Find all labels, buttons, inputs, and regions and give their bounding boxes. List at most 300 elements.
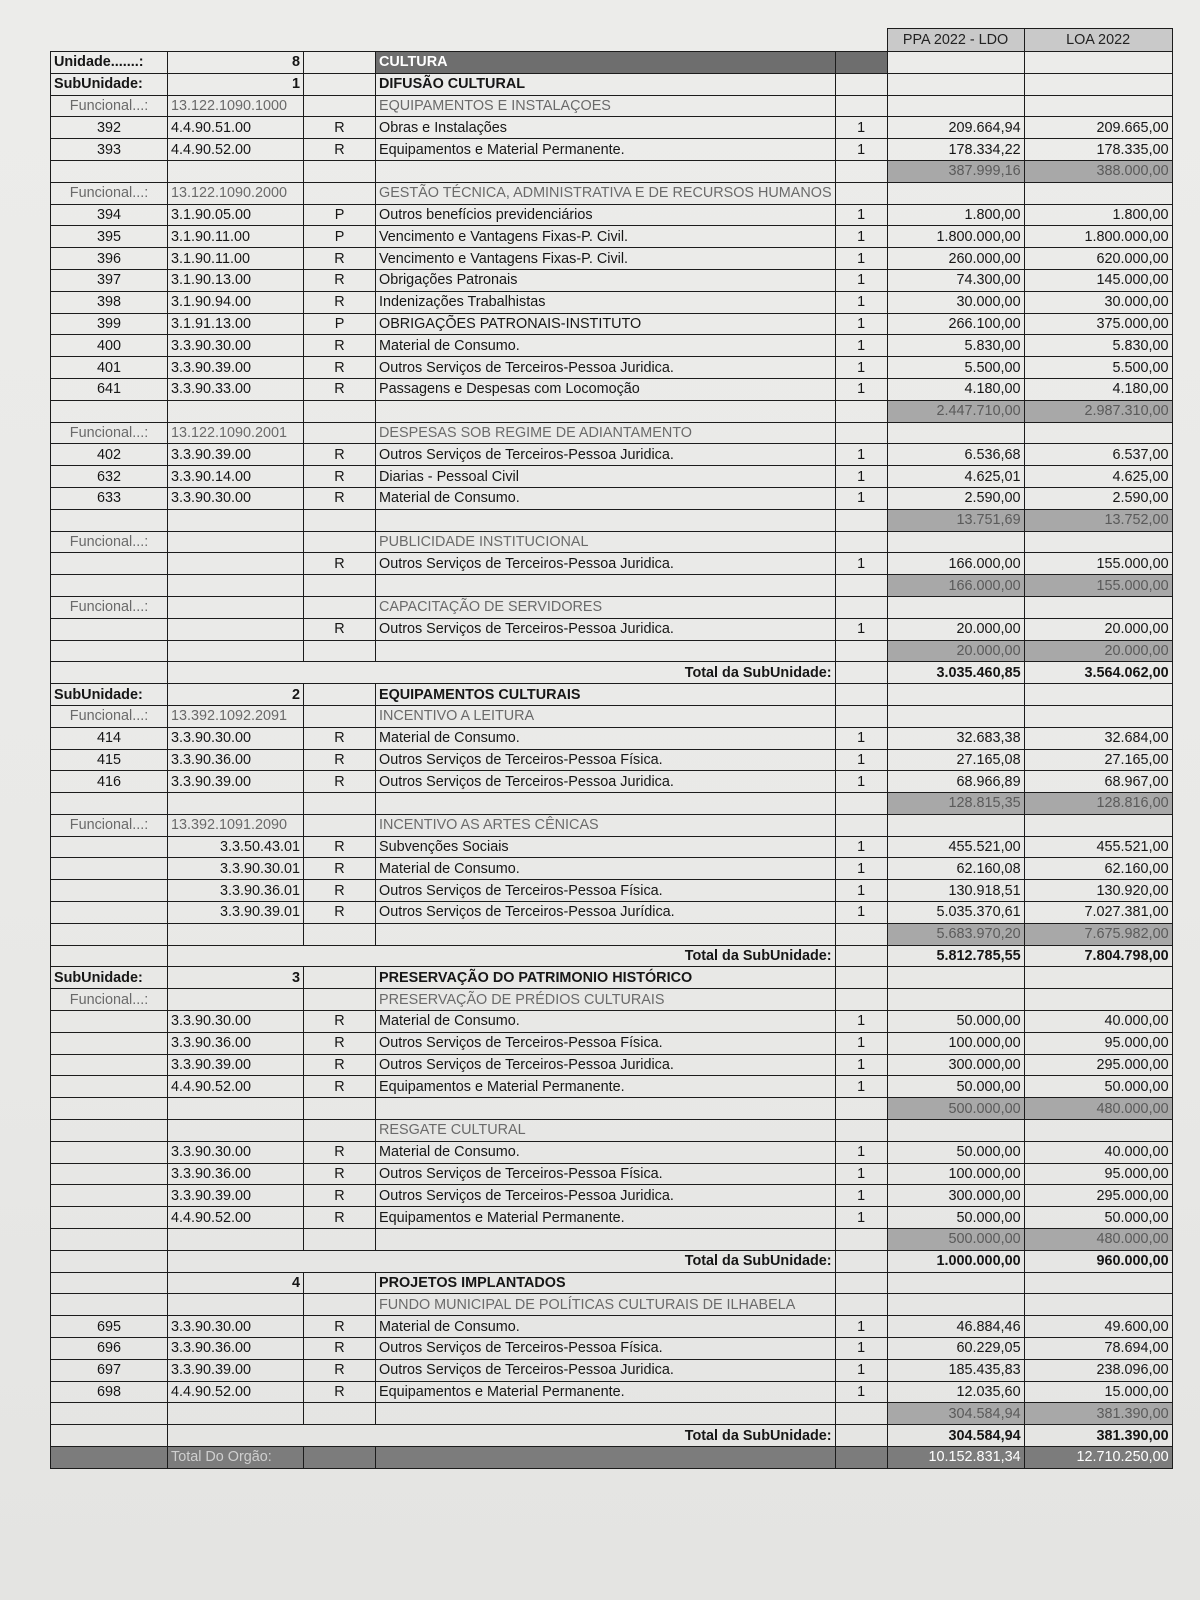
- type-cell: [304, 684, 376, 706]
- empty-cell: [304, 1229, 376, 1251]
- subtotal-row: [51, 1403, 1173, 1425]
- empty-cell: [51, 160, 168, 182]
- item-fonte: 1: [835, 466, 887, 488]
- table-row: [51, 1032, 1173, 1054]
- empty-cell: [835, 1403, 887, 1425]
- empty-cell: [51, 1098, 168, 1120]
- item-type: R: [304, 1185, 376, 1207]
- item-type: R: [304, 357, 376, 379]
- table-row: [51, 1338, 1173, 1360]
- funcional-title: INCENTIVO A LEITURA: [376, 705, 836, 727]
- empty-cell: [835, 160, 887, 182]
- item-type: R: [304, 858, 376, 880]
- item-ppa-value: 5.830,00: [887, 335, 1024, 357]
- item-description: Indenizações Trabalhistas: [376, 291, 836, 313]
- funcional-code: [168, 1294, 304, 1316]
- item-ppa-value: 4.180,00: [887, 378, 1024, 400]
- subunit-total-row: [51, 1250, 1173, 1272]
- item-loa-value: 95.000,00: [1024, 1032, 1172, 1054]
- item-type: R: [304, 139, 376, 161]
- loa-cell: [1024, 814, 1172, 836]
- item-code: 3.3.90.30.00: [168, 1011, 304, 1033]
- item-description: Equipamentos e Material Permanente.: [376, 1076, 836, 1098]
- ppa-cell: [887, 52, 1024, 74]
- table-row: [51, 618, 1173, 640]
- funcional-row: [51, 422, 1173, 444]
- item-description: Equipamentos e Material Permanente.: [376, 1207, 836, 1229]
- item-number: 632: [51, 466, 168, 488]
- item-type: R: [304, 117, 376, 139]
- item-ppa-value: 4.625,01: [887, 466, 1024, 488]
- item-ppa-value: 5.035.370,61: [887, 902, 1024, 924]
- item-type: R: [304, 553, 376, 575]
- loa-cell: [1024, 422, 1172, 444]
- item-type: R: [304, 291, 376, 313]
- item-code: 3.3.90.30.00: [168, 727, 304, 749]
- fonte-cell: [835, 1294, 887, 1316]
- budget-table: [50, 28, 1173, 1469]
- empty-cell: [835, 509, 887, 531]
- item-type: R: [304, 1316, 376, 1338]
- subunit-total-row: [51, 1425, 1173, 1447]
- subtotal-loa-value: 155.000,00: [1024, 575, 1172, 597]
- item-code: 4.4.90.52.00: [168, 1207, 304, 1229]
- empty-cell: [51, 575, 168, 597]
- item-number: 400: [51, 335, 168, 357]
- funcional-label: Funcional...:: [51, 422, 168, 444]
- item-code: 3.3.90.36.01: [168, 880, 304, 902]
- ppa-cell: [887, 73, 1024, 95]
- loa-cell: [1024, 95, 1172, 117]
- item-loa-value: 455.521,00: [1024, 836, 1172, 858]
- subunit-total-row: [51, 662, 1173, 684]
- empty-cell: [304, 575, 376, 597]
- item-ppa-value: 50.000,00: [887, 1207, 1024, 1229]
- empty-cell: [304, 1447, 376, 1469]
- empty-cell: [835, 793, 887, 815]
- subtotal-loa-value: 7.675.982,00: [1024, 923, 1172, 945]
- table-row: [51, 1381, 1173, 1403]
- fonte-cell: [835, 814, 887, 836]
- subtotal-row: [51, 160, 1173, 182]
- item-number: 697: [51, 1359, 168, 1381]
- funcional-code: 13.122.1090.2000: [168, 182, 304, 204]
- type-cell: [304, 596, 376, 618]
- item-fonte: 1: [835, 858, 887, 880]
- table-row: [51, 553, 1173, 575]
- item-code: 4.4.90.52.00: [168, 139, 304, 161]
- empty-cell: [376, 1447, 836, 1469]
- item-loa-value: 50.000,00: [1024, 1207, 1172, 1229]
- loa-cell: [1024, 705, 1172, 727]
- table-row: [51, 1054, 1173, 1076]
- item-loa-value: 68.967,00: [1024, 771, 1172, 793]
- empty-cell: [835, 400, 887, 422]
- table-row: [51, 335, 1173, 357]
- item-fonte: 1: [835, 1163, 887, 1185]
- table-row: [51, 269, 1173, 291]
- empty-cell: [168, 1229, 304, 1251]
- unidade-title: CULTURA: [376, 52, 836, 74]
- item-description: Outros benefícios previdenciários: [376, 204, 836, 226]
- subunidade-row: [51, 73, 1173, 95]
- item-loa-value: 375.000,00: [1024, 313, 1172, 335]
- item-loa-value: 620.000,00: [1024, 248, 1172, 270]
- subtotal-ppa-value: 387.999,16: [887, 160, 1024, 182]
- table-row: [51, 444, 1173, 466]
- item-number: [51, 902, 168, 924]
- funcional-title: INCENTIVO AS ARTES CÊNICAS: [376, 814, 836, 836]
- item-number: 393: [51, 139, 168, 161]
- item-ppa-value: 130.918,51: [887, 880, 1024, 902]
- item-fonte: 1: [835, 1338, 887, 1360]
- item-number: 394: [51, 204, 168, 226]
- item-code: 4.4.90.51.00: [168, 117, 304, 139]
- empty-cell: [835, 945, 887, 967]
- funcional-code: 13.122.1090.2001: [168, 422, 304, 444]
- table-row: [51, 378, 1173, 400]
- item-loa-value: 27.165,00: [1024, 749, 1172, 771]
- loa-cell: [1024, 182, 1172, 204]
- item-loa-value: 49.600,00: [1024, 1316, 1172, 1338]
- item-ppa-value: 62.160,08: [887, 858, 1024, 880]
- grand-total-label: Total Do Orgão:: [168, 1447, 304, 1469]
- item-number: 696: [51, 1338, 168, 1360]
- item-number: 395: [51, 226, 168, 248]
- subtotal-ppa-value: 304.584,94: [887, 1403, 1024, 1425]
- item-description: Material de Consumo.: [376, 1141, 836, 1163]
- item-code: 4.4.90.52.00: [168, 1076, 304, 1098]
- item-loa-value: 95.000,00: [1024, 1163, 1172, 1185]
- item-description: Outros Serviços de Terceiros-Pessoa Física.: [376, 1163, 836, 1185]
- funcional-row: [51, 1120, 1173, 1142]
- item-description: OBRIGAÇÕES PATRONAIS-INSTITUTO: [376, 313, 836, 335]
- empty-cell: [376, 575, 836, 597]
- item-fonte: 1: [835, 269, 887, 291]
- item-loa-value: 50.000,00: [1024, 1076, 1172, 1098]
- funcional-row: [51, 95, 1173, 117]
- item-fonte: 1: [835, 1032, 887, 1054]
- loa-cell: [1024, 1272, 1172, 1294]
- funcional-code: [168, 596, 304, 618]
- table-row: [51, 771, 1173, 793]
- funcional-label: Funcional...:: [51, 182, 168, 204]
- empty-cell: [51, 945, 168, 967]
- type-cell: [304, 52, 376, 74]
- item-description: Obras e Instalações: [376, 117, 836, 139]
- item-loa-value: 295.000,00: [1024, 1054, 1172, 1076]
- subunidade-code: 2: [168, 684, 304, 706]
- empty-cell: [835, 640, 887, 662]
- subunidade-label: SubUnidade:: [51, 684, 168, 706]
- subunit-total-ppa: 1.000.000,00: [887, 1250, 1024, 1272]
- item-description: Outros Serviços de Terceiros-Pessoa Juridica.: [376, 618, 836, 640]
- empty-cell: [376, 1403, 836, 1425]
- item-code: 3.3.90.39.00: [168, 357, 304, 379]
- empty-cell: [51, 1250, 168, 1272]
- funcional-row: [51, 596, 1173, 618]
- empty-cell: [168, 1403, 304, 1425]
- table-row: [51, 291, 1173, 313]
- subtotal-ppa-value: 5.683.970,20: [887, 923, 1024, 945]
- loa-cell: [1024, 52, 1172, 74]
- table-row: [51, 117, 1173, 139]
- unidade-code: 8: [168, 52, 304, 74]
- item-type: P: [304, 313, 376, 335]
- empty-cell: [168, 509, 304, 531]
- subtotal-loa-value: 20.000,00: [1024, 640, 1172, 662]
- empty-cell: [376, 400, 836, 422]
- item-number: 641: [51, 378, 168, 400]
- item-number: [51, 1011, 168, 1033]
- table-row: [51, 1011, 1173, 1033]
- item-fonte: 1: [835, 248, 887, 270]
- subunit-total-loa: 7.804.798,00: [1024, 945, 1172, 967]
- subtotal-loa-value: 480.000,00: [1024, 1229, 1172, 1251]
- item-loa-value: 30.000,00: [1024, 291, 1172, 313]
- item-type: R: [304, 248, 376, 270]
- type-cell: [304, 705, 376, 727]
- item-number: 392: [51, 117, 168, 139]
- subunidade-row: [51, 967, 1173, 989]
- item-fonte: 1: [835, 618, 887, 640]
- empty-cell: [376, 923, 836, 945]
- item-loa-value: 155.000,00: [1024, 553, 1172, 575]
- subtotal-row: [51, 400, 1173, 422]
- funcional-row: [51, 814, 1173, 836]
- loa-cell: [1024, 1294, 1172, 1316]
- empty-cell: [835, 1098, 887, 1120]
- item-description: Outros Serviços de Terceiros-Pessoa Juridica.: [376, 444, 836, 466]
- empty-cell: [168, 160, 304, 182]
- item-ppa-value: 300.000,00: [887, 1185, 1024, 1207]
- subunidade-label: SubUnidade:: [51, 967, 168, 989]
- item-ppa-value: 32.683,38: [887, 727, 1024, 749]
- ppa-cell: [887, 95, 1024, 117]
- funcional-label: Funcional...:: [51, 531, 168, 553]
- loa-cell: [1024, 596, 1172, 618]
- subunit-total-loa: 960.000,00: [1024, 1250, 1172, 1272]
- item-type: P: [304, 204, 376, 226]
- item-fonte: 1: [835, 553, 887, 575]
- subunit-total-label: Total da SubUnidade:: [168, 1250, 836, 1272]
- table-row: [51, 487, 1173, 509]
- table-row: [51, 139, 1173, 161]
- item-description: Vencimento e Vantagens Fixas-P. Civil.: [376, 226, 836, 248]
- item-code: 3.3.90.30.00: [168, 335, 304, 357]
- subtotal-row: [51, 640, 1173, 662]
- item-code: [168, 618, 304, 640]
- type-cell: [304, 967, 376, 989]
- item-code: 3.3.90.33.00: [168, 378, 304, 400]
- item-code: 3.1.90.94.00: [168, 291, 304, 313]
- funcional-label: Funcional...:: [51, 814, 168, 836]
- item-ppa-value: 300.000,00: [887, 1054, 1024, 1076]
- subunit-total-label: Total da SubUnidade:: [168, 1425, 836, 1447]
- item-fonte: 1: [835, 1141, 887, 1163]
- item-number: [51, 1141, 168, 1163]
- item-description: Material de Consumo.: [376, 1316, 836, 1338]
- item-loa-value: 15.000,00: [1024, 1381, 1172, 1403]
- subtotal-row: [51, 1098, 1173, 1120]
- item-fonte: 1: [835, 378, 887, 400]
- item-type: R: [304, 749, 376, 771]
- item-ppa-value: 50.000,00: [887, 1141, 1024, 1163]
- item-type: R: [304, 1011, 376, 1033]
- ppa-cell: [887, 1294, 1024, 1316]
- empty-cell: [51, 509, 168, 531]
- item-description: Obrigações Patronais: [376, 269, 836, 291]
- item-code: 3.3.90.39.00: [168, 1359, 304, 1381]
- item-type: R: [304, 1207, 376, 1229]
- type-cell: [304, 73, 376, 95]
- item-ppa-value: 12.035,60: [887, 1381, 1024, 1403]
- item-ppa-value: 1.800,00: [887, 204, 1024, 226]
- item-ppa-value: 209.664,94: [887, 117, 1024, 139]
- empty-cell: [51, 793, 168, 815]
- item-ppa-value: 50.000,00: [887, 1011, 1024, 1033]
- item-code: 3.1.90.13.00: [168, 269, 304, 291]
- item-loa-value: 20.000,00: [1024, 618, 1172, 640]
- unidade-row: [51, 52, 1173, 74]
- funcional-label: [51, 1120, 168, 1142]
- item-loa-value: 7.027.381,00: [1024, 902, 1172, 924]
- empty-cell: [304, 640, 376, 662]
- item-fonte: 1: [835, 335, 887, 357]
- subtotal-ppa-value: 128.815,35: [887, 793, 1024, 815]
- item-code: [168, 553, 304, 575]
- subunidade-title: DIFUSÃO CULTURAL: [376, 73, 836, 95]
- item-type: R: [304, 444, 376, 466]
- empty-cell: [376, 1098, 836, 1120]
- funcional-label: Funcional...:: [51, 596, 168, 618]
- item-loa-value: 145.000,00: [1024, 269, 1172, 291]
- funcional-title: EQUIPAMENTOS E INSTALAÇOES: [376, 95, 836, 117]
- item-type: R: [304, 1163, 376, 1185]
- funcional-code: 13.392.1091.2090: [168, 814, 304, 836]
- table-row: [51, 226, 1173, 248]
- item-loa-value: 4.625,00: [1024, 466, 1172, 488]
- item-type: R: [304, 1076, 376, 1098]
- item-type: R: [304, 1054, 376, 1076]
- table-row: [51, 727, 1173, 749]
- item-loa-value: 130.920,00: [1024, 880, 1172, 902]
- item-type: R: [304, 771, 376, 793]
- empty-cell: [835, 1229, 887, 1251]
- subtotal-loa-value: 388.000,00: [1024, 160, 1172, 182]
- item-description: Material de Consumo.: [376, 335, 836, 357]
- grand-total-ppa: 10.152.831,34: [887, 1447, 1024, 1469]
- fonte-cell: [835, 684, 887, 706]
- fonte-cell: [835, 705, 887, 727]
- empty-cell: [835, 575, 887, 597]
- subunit-total-ppa: 3.035.460,85: [887, 662, 1024, 684]
- subunidade-row: [51, 684, 1173, 706]
- item-fonte: 1: [835, 487, 887, 509]
- column-header-loa: LOA 2022: [1024, 29, 1172, 52]
- table-row: [51, 1316, 1173, 1338]
- item-ppa-value: 5.500,00: [887, 357, 1024, 379]
- empty-cell: [376, 793, 836, 815]
- funcional-row: [51, 989, 1173, 1011]
- empty-cell: [51, 640, 168, 662]
- item-description: Outros Serviços de Terceiros-Pessoa Juridica.: [376, 553, 836, 575]
- item-description: Vencimento e Vantagens Fixas-P. Civil.: [376, 248, 836, 270]
- item-code: 3.1.91.13.00: [168, 313, 304, 335]
- grand-total-row: [51, 1447, 1173, 1469]
- subunit-total-label: Total da SubUnidade:: [168, 662, 836, 684]
- subtotal-row: [51, 509, 1173, 531]
- item-description: Subvenções Sociais: [376, 836, 836, 858]
- item-description: Passagens e Despesas com Locomoção: [376, 378, 836, 400]
- item-loa-value: 178.335,00: [1024, 139, 1172, 161]
- item-code: 3.3.90.30.00: [168, 1141, 304, 1163]
- subtotal-ppa-value: 500.000,00: [887, 1229, 1024, 1251]
- item-number: 398: [51, 291, 168, 313]
- item-fonte: 1: [835, 313, 887, 335]
- item-type: R: [304, 378, 376, 400]
- subtotal-loa-value: 381.390,00: [1024, 1403, 1172, 1425]
- item-code: 3.3.90.39.01: [168, 902, 304, 924]
- column-header-ppa: PPA 2022 - LDO: [887, 29, 1024, 52]
- type-cell: [304, 1272, 376, 1294]
- item-ppa-value: 68.966,89: [887, 771, 1024, 793]
- funcional-code: 13.392.1092.2091: [168, 705, 304, 727]
- table-row: [51, 1163, 1173, 1185]
- item-fonte: 1: [835, 357, 887, 379]
- empty-cell: [168, 640, 304, 662]
- item-code: 3.3.90.36.00: [168, 1163, 304, 1185]
- subtotal-loa-value: 480.000,00: [1024, 1098, 1172, 1120]
- empty-cell: [304, 509, 376, 531]
- item-number: [51, 1207, 168, 1229]
- table-row: [51, 902, 1173, 924]
- item-fonte: 1: [835, 902, 887, 924]
- item-description: Outros Serviços de Terceiros-Pessoa Jurídica.: [376, 902, 836, 924]
- item-ppa-value: 50.000,00: [887, 1076, 1024, 1098]
- subtotal-loa-value: 128.816,00: [1024, 793, 1172, 815]
- funcional-title: CAPACITAÇÃO DE SERVIDORES: [376, 596, 836, 618]
- subtotal-row: [51, 1229, 1173, 1251]
- subtotal-row: [51, 575, 1173, 597]
- empty-cell: [51, 1229, 168, 1251]
- header-row: [51, 29, 1173, 52]
- subunidade-title: PROJETOS IMPLANTADOS: [376, 1272, 836, 1294]
- item-code: 4.4.90.52.00: [168, 1381, 304, 1403]
- ppa-cell: [887, 967, 1024, 989]
- item-fonte: 1: [835, 749, 887, 771]
- funcional-code: 13.122.1090.1000: [168, 95, 304, 117]
- item-ppa-value: 455.521,00: [887, 836, 1024, 858]
- item-number: 698: [51, 1381, 168, 1403]
- item-fonte: 1: [835, 226, 887, 248]
- item-loa-value: 1.800.000,00: [1024, 226, 1172, 248]
- item-number: 414: [51, 727, 168, 749]
- item-ppa-value: 2.590,00: [887, 487, 1024, 509]
- table-row: [51, 204, 1173, 226]
- type-cell: [304, 531, 376, 553]
- item-description: Outros Serviços de Terceiros-Pessoa Física.: [376, 749, 836, 771]
- fonte-cell: [835, 596, 887, 618]
- subtotal-ppa-value: 13.751,69: [887, 509, 1024, 531]
- funcional-code: [168, 1120, 304, 1142]
- subunit-total-label: Total da SubUnidade:: [168, 945, 836, 967]
- empty-cell: [51, 662, 168, 684]
- item-fonte: 1: [835, 1316, 887, 1338]
- empty-cell: [835, 1447, 887, 1469]
- ppa-cell: [887, 684, 1024, 706]
- item-fonte: 1: [835, 1359, 887, 1381]
